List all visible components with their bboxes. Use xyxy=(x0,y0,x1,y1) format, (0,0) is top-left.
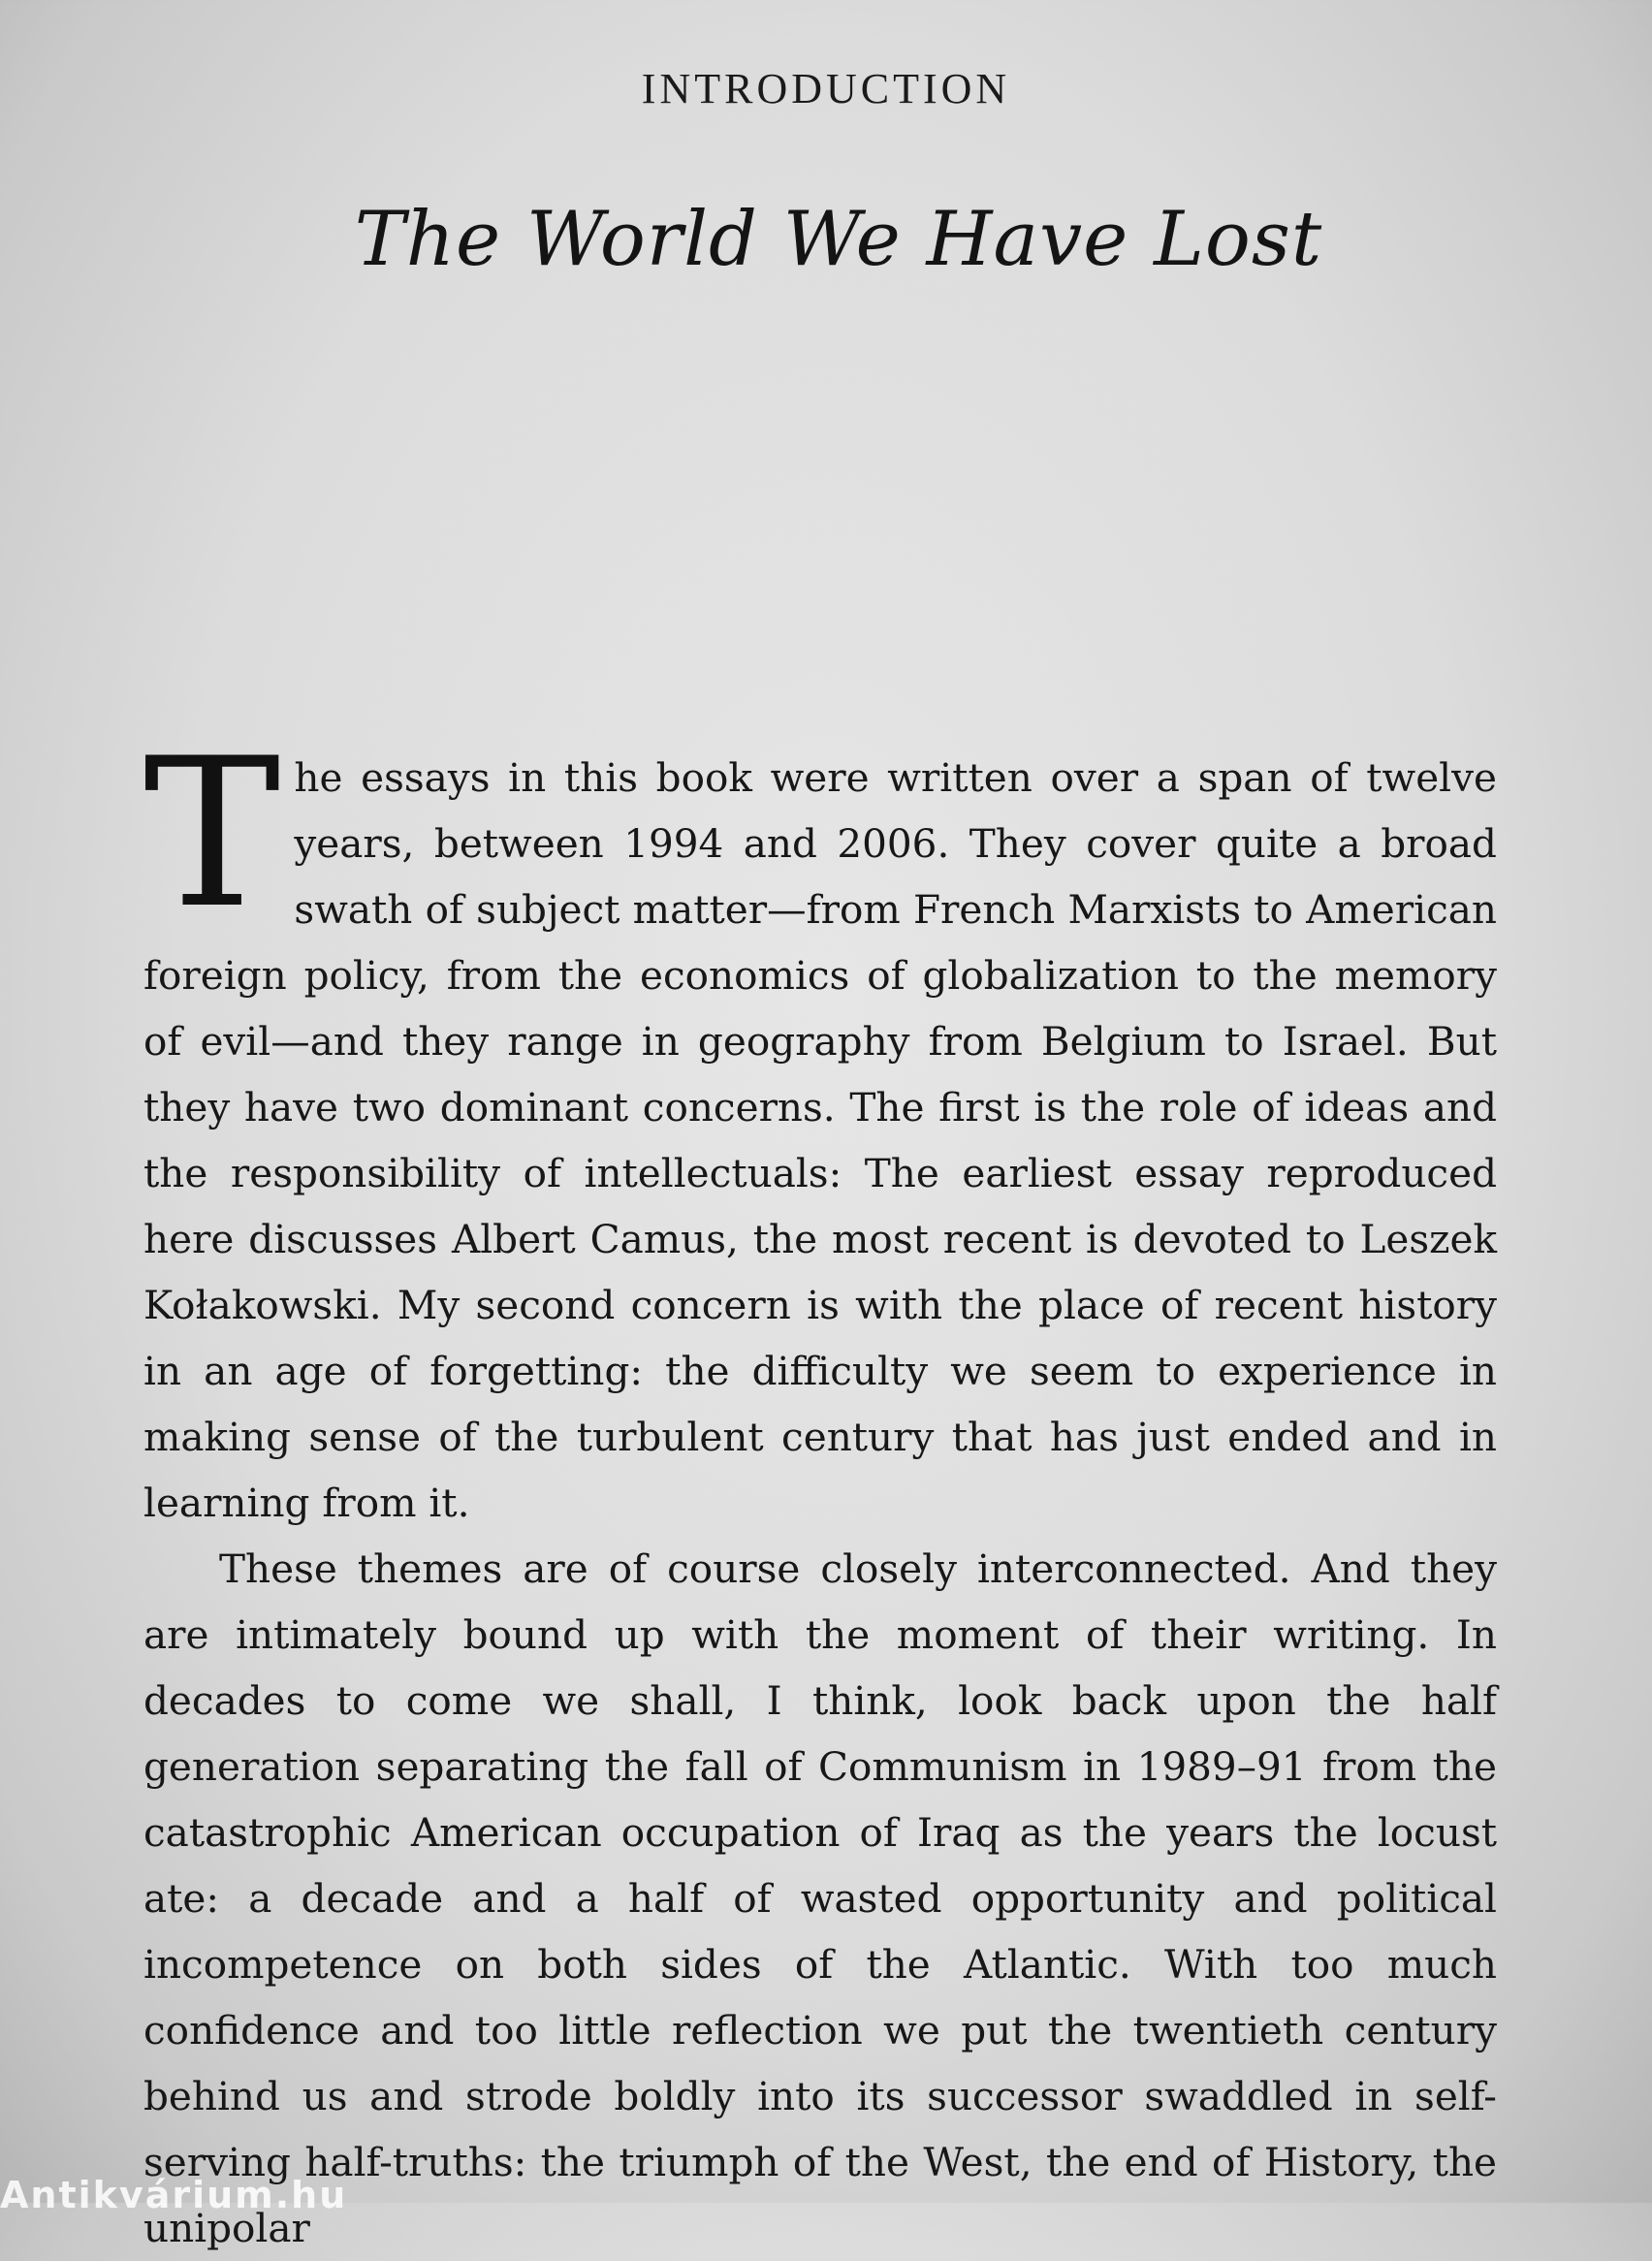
drop-cap: T xyxy=(143,714,281,953)
paragraph-2: These themes are of course closely interconnected. And they are intimately bound up with the moment of their writing. In decades to come we shall, I think, look back upon the half generation separating the fall of Communism in 1989–91 from the catastrophic American occupation of Iraq as the years the locust ate: a decade and a half of wasted opportunity and political incompetence on both sides of the Atlantic. With too much confidence and too little reflection we put the twentieth century behind us and strode boldly into its successor swaddled in self-serving half-truths: the triumph of the West, the end of History, the unipolar xyxy=(143,1545,1497,2251)
section-label: INTRODUCTION xyxy=(641,65,1011,112)
body-text xyxy=(143,714,1497,2261)
paragraph-1-text: he essays in this book were written over a span of twelve years, between 1994 and 2006. They cover quite a broad swath of subject matter—from French Marxists to American foreign policy, from the economics of globalization to the memory of evil—and they range in geography from Belgium to Israel. But they have two dominant concerns. The first is the role of ideas and the responsibility of intellectuals: The earliest essay reproduced here discusses Albert Camus, the most recent is devoted to Leszek Kołakowski. My second concern is with the place of recent history in an age of forgetting: the difficulty we seem to experience in making sense of the turbulent century that has just ended and in learning from it. xyxy=(143,754,1497,1526)
chapter-title: The World We Have Lost xyxy=(354,196,1323,283)
watermark: Antikvárium.hu xyxy=(0,2174,348,2216)
paragraph-1 xyxy=(143,714,1497,1536)
